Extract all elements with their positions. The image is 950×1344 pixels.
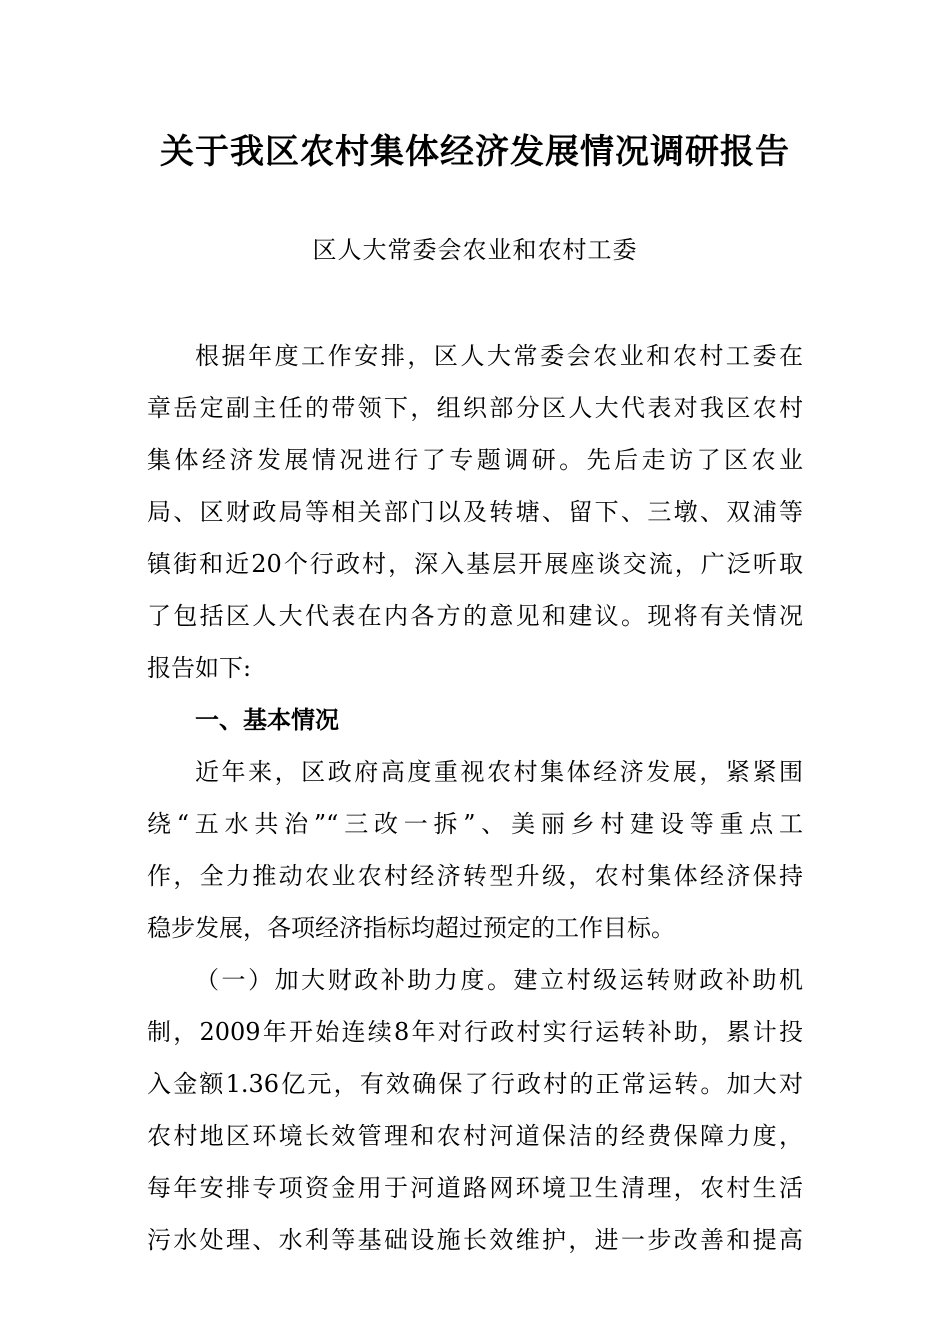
section-heading: 一、基本情况 — [195, 706, 339, 734]
document-title: 关于我区农村集体经济发展情况调研报告 — [160, 132, 790, 172]
paragraph-line: 绕“五水共治”“三改一拆”、美丽乡村建设等重点工 — [147, 810, 803, 838]
paragraph-line: 集体经济发展情况进行了专题调研。先后走访了区农业 — [147, 446, 803, 474]
paragraph-line: 局、区财政局等相关部门以及转塘、留下、三墩、双浦等 — [147, 498, 803, 526]
paragraph-line: 入金额1.36亿元，有效确保了行政村的正常运转。加大对 — [147, 1070, 803, 1098]
paragraph-line: 污水处理、水利等基础设施长效维护，进一步改善和提高 — [147, 1226, 803, 1254]
paragraph-line: 根据年度工作安排，区人大常委会农业和农村工委在 — [195, 342, 803, 370]
basic-situation-paragraph — [147, 746, 803, 954]
intro-paragraph — [147, 330, 803, 694]
paragraph-line: （一）加大财政补助力度。建立村级运转财政补助机 — [195, 966, 803, 994]
paragraph-line: 每年安排专项资金用于河道路网环境卫生清理，农村生活 — [147, 1174, 803, 1202]
fiscal-subsidy-paragraph — [147, 954, 803, 1266]
paragraph-line: 稳步发展，各项经济指标均超过预定的工作目标。 — [147, 914, 675, 942]
document-author: 区人大常委会农业和农村工委 — [312, 236, 638, 264]
paragraph-line: 镇街和近20个行政村，深入基层开展座谈交流，广泛听取 — [147, 550, 803, 578]
paragraph-line: 报告如下: — [147, 654, 252, 682]
paragraph-line: 了包括区人大代表在内各方的意见和建议。现将有关情况 — [147, 602, 803, 630]
paragraph-line: 农村地区环境长效管理和农村河道保洁的经费保障力度， — [147, 1122, 803, 1150]
paragraph-line: 作，全力推动农业农村经济转型升级，农村集体经济保持 — [147, 862, 803, 890]
document-body — [147, 330, 803, 1266]
paragraph-line: 制，2009年开始连续8年对行政村实行运转补助，累计投 — [147, 1018, 803, 1046]
paragraph-line: 章岳定副主任的带领下，组织部分区人大代表对我区农村 — [147, 394, 803, 422]
paragraph-line: 近年来，区政府高度重视农村集体经济发展，紧紧围 — [195, 758, 803, 786]
